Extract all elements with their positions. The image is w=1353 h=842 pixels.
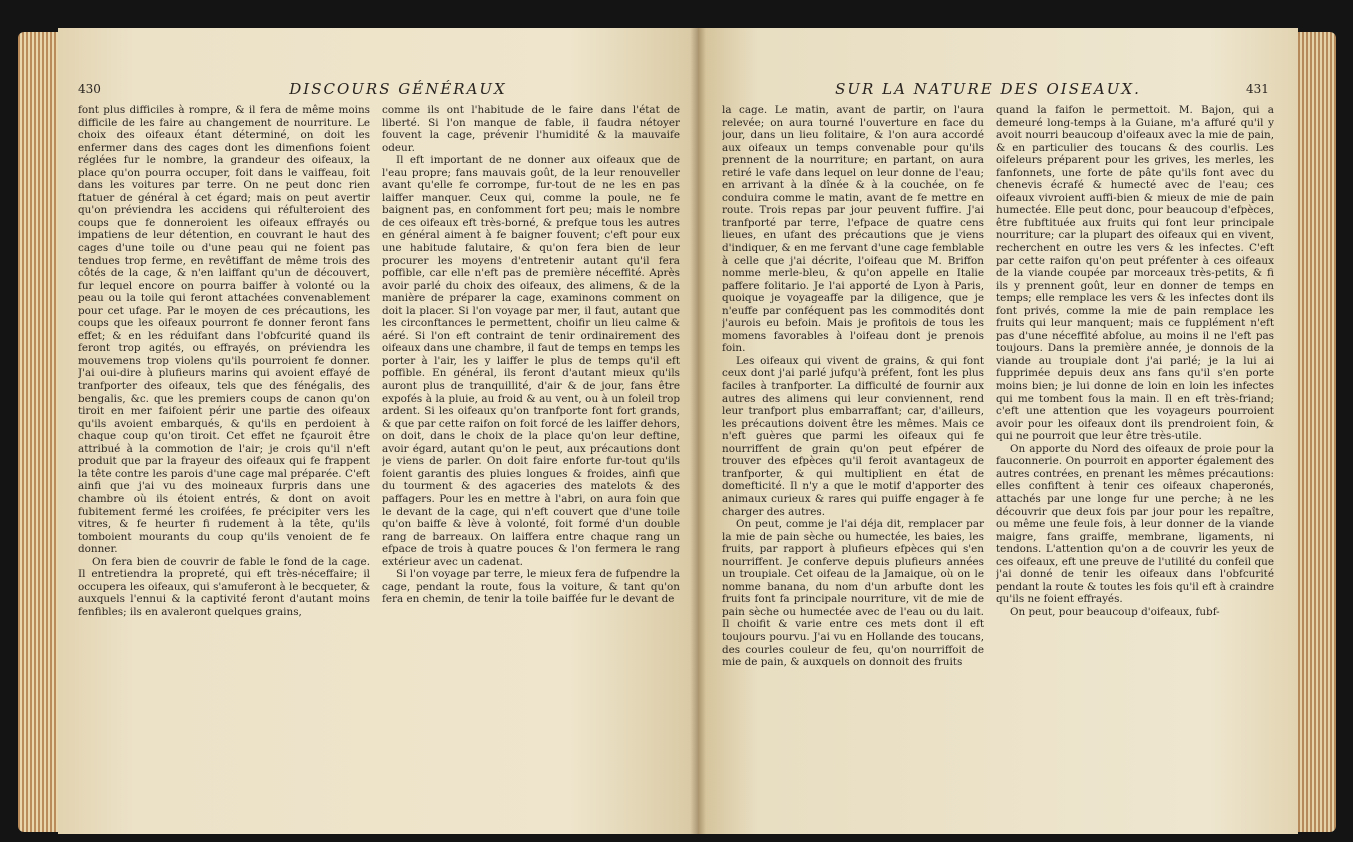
paragraph: Si l'on voyage par terre, le mieux fera de fufpendre la cage, pendant la route, fous la voiture, & tant qu'on fera en chemin, de tenir la toile baiffée fur le devant de — [382, 568, 680, 606]
paragraph: On peut, comme je l'ai déja dit, remplacer par la mie de pain sèche ou humectée, les baies, les fruits, par rapport à plufieurs efpèces qui s'en nourriffent. Je conferve depuis plufieurs années un troupiale. Cet oifeau de la Jamaique, où on le nomme banana, du nom d'un arbufte dont les fruits font fa principale nourriture, vit de mie de pain sèche ou humectée avec de l'eau ou du lait. Il choifit & varie entre ces mets dont il eft toujours pourvu. J'ai vu en Hollande des toucans, des courles couleur de feu, qu'on nourriffoit de mie de pain, & auxquels on donnoit des fruits — [722, 518, 984, 669]
paragraph: la cage. Le matin, avant de partir, on l'aura relevée; on aura tourné l'ouverture en face du jour, dans un lieu folitaire, & l'on aura accordé aux oifeaux un temps convenable pour qu'ils prennent de la nourriture; en partant, on aura retiré le vafe dans lequel on leur donne de l'eau; en arrivant à la dînée & à la couchée, on fe conduira comme le matin, avant de fe mettre en route. Trois repas par jour peuvent fuffire. J'ai tranfporté par terre, l'efpace de quatre cens lieues, en ufant des précautions que je viens d'indiquer, & en me fervant d'une cage femblable à celle que j'ai décrite, l'oifeau que M. Briffon nomme merle-bleu, & qu'on appelle en Italie paffere folitario. Je l'ai apporté de Lyon à Paris, quoique je voyageaffe par la diligence, que je n'euffe par conféquent pas les commodités dont j'aurois eu befoin. Mais je profitois de tous les momens favorables à l'oifeau dont je prenois foin. — [722, 104, 984, 355]
paragraph: comme ils ont l'habitude de le faire dans l'état de liberté. Si l'on manque de fable, il faudra nétoyer fouvent la cage, prévenir l'humidité & la mauvaife odeur. — [382, 104, 680, 154]
running-head-left: DISCOURS GÉNÉRAUX — [289, 80, 507, 98]
paragraph: On apporte du Nord des oifeaux de proie pour la fauconnerie. On pourroit en apporter également des autres contrées, en prenant les mêmes précautions: elles confiftent à tenir ces oifeaux chaperonés, attachés par une longe fur une perche; à ne les découvrir que deux fois par jour pour les repaître, ou même une feule fois, à leur donner de la viande maigre, fans graiffe, membrane, ligaments, ni tendons. L'attention qu'on a de couvrir les yeux de ces oifeaux, eft une preuve de l'utilité du confeil que j'ai donné de tenir les oifeaux dans l'obfcurité pendant la route & toutes les fois qu'il eft à craindre qu'ils ne foient effrayés. — [996, 442, 1274, 606]
page-number-right: 431 — [1246, 82, 1269, 96]
right-column-1 — [722, 104, 984, 820]
left-column-2 — [382, 104, 680, 820]
page-edges-right — [1296, 32, 1336, 832]
paragraph: Les oifeaux qui vivent de grains, & qui font ceux dont j'ai parlé jufqu'à préfent, font les plus faciles à tranfporter. La difficulté de fournir aux autres des alimens qui leur conviennent, rend leur tranfport plus embarraffant; car, d'ailleurs, les précautions doivent être les mêmes. Mais ce n'eft guères que parmi les oifeaux qui fe nourriffent de grain qu'on peut efpérer de trouver des efpèces qu'il feroit avantageux de tranfporter, & qui multiplient en état de domefticité. Il n'y a que le motif d'apporter des animaux curieux & rares qui puiffe engager à fe charger des autres. — [722, 354, 984, 518]
paragraph: On fera bien de couvrir de fable le fond de la cage. Il entretiendra la propreté, qui eft très-néceffaire; il occupera les oifeaux, qui s'amuferont à le becqueter, & auxquels l'ennui & la captivité feront d'autant moins fenfibles; ils en avaleront quelques grains, — [78, 555, 370, 618]
paragraph: Il eft important de ne donner aux oifeaux que de l'eau propre; fans mauvais goût, de la leur renouveller avant qu'elle fe corrompe, fur-tout de ne les en pas laiffer manquer. Ceux qui, comme la poule, ne fe baignent pas, en confomment fort peu; mais le nombre de ces oifeaux eft très-borné, & prefque tous les autres en général aiment à fe baigner fouvent; c'eft pour eux une habitude falutaire, & qu'on fera bien de leur procurer les moyens d'entretenir autant qu'il fera poffible, car elle n'eft pas de première néceffité. Après avoir parlé du choix des oifeaux, des alimens, & de la manière de préparer la cage, examinons comment on doit la placer. Si l'on voyage par mer, il faut, autant que les circonftances le permettent, choifir un lieu calme & aéré. Si l'on eft contraint de tenir ordinairement des oifeaux dans une chambre, il faut de temps en temps les porter à l'air, les y laiffer le plus de temps qu'il eft poffible. En général, ils feront d'autant mieux qu'ils auront plus de tranquillité, d'air & de jour, fans être expofés à la pluie, au froid & au vent, ou à un foleil trop ardent. Si les oifeaux qu'on tranfporte font fort grands, & que par cette raifon on foit forcé de les laiffer dehors, on doit, dans le choix de la place qu'on leur deftine, avoir égard, autant qu'on le peut, aux précautions dont je viens de parler. On doit faire enforte fur-tout qu'ils foient garantis des pluies longues & froides, ainfi que du tourment & des agaceries des matelots & des paffagers. Pour les en mettre à l'abri, on aura foin que le devant de la cage, qui n'eft couvert que d'une toile qu'on baiffe & lève à volonté, foit formé d'un double rang de barreaux. On laiffera entre chaque rang un efpace de trois à quatre pouces & l'on fermera le rang extérieur avec un cadenat. — [382, 154, 680, 568]
open-book — [18, 22, 1336, 834]
right-column-2 — [996, 104, 1274, 820]
page-number-left: 430 — [78, 82, 101, 96]
left-page — [58, 28, 698, 834]
paragraph: On peut, pour beaucoup d'oifeaux, fubf- — [1010, 605, 1220, 618]
running-head-right: SUR LA NATURE DES OISEAUX. — [835, 80, 1141, 98]
left-column-1 — [78, 104, 370, 820]
book-gutter — [690, 28, 706, 834]
paragraph: font plus difficiles à rompre, & il fera de même moins difficile de les faire au changement de nourriture. Le choix des oifeaux étant déterminé, on doit les enfermer dans des cages dont les dimenfions foient réglées fur le nombre, la grandeur des oifeaux, la place qu'on pourra occuper, foit dans le vaiffeau, foit dans les voitures par terre. On ne peut donc rien ftatuer de général à cet égard; mais on peut avertir qu'on préviendra les accidens qui réfulteroient des coups que fe donneroient les oifeaux effrayés ou impatiens de leur détention, en couvrant le haut des cages d'une toile ou d'une peau qui ne foient pas tendues trop ferme, en revêtiffant de même trois des côtés de la cage, & n'en laiffant qu'un de découvert, fur lequel encore on pourra baiffer à volonté ou la peau ou la toile qui feront attachées convenablement pour cet ufage. Par le moyen de ces précautions, les coups que les oifeaux pourront fe donner feront fans effet; & en les réduifant dans l'obfcurité quand ils feront trop agités, ou effrayés, on préviendra les mouvemens trop violens qu'ils pourroient fe donner. J'ai oui-dire à plufieurs marins qui avoient effayé de tranfporter des oifeaux, tels que des fénégalis, des bengalis, &c. que les premiers coups de canon qu'on tiroit en mer faifoient périr une partie des oifeaux qu'ils avoient embarqués, & qu'ils en perdoient à chaque coup qu'on tiroit. Cet effet ne fçauroit être attribué à la commotion de l'air; je crois qu'il n'eft produit que par la frayeur des oifeaux qui fe frappent la tête contre les parois d'une cage mal préparée. C'eft ainfi que j'ai vu des moineaux furpris dans une chambre où ils étoient entrés, & dont on avoit fubitement fermé les croifées, fe précipiter vers les vitres, & fe heurter fi rudement à la tête, qu'ils tomboient mourants du coup qu'ils venoient de fe donner. — [78, 104, 370, 556]
right-page — [698, 28, 1298, 834]
paragraph: quand la faifon le permettoit. M. Bajon, qui a demeuré long-temps à la Guiane, m'a affuré qu'il y avoit nourri beaucoup d'oifeaux avec la mie de pain, & en particulier des toucans & des courlis. Les oifeleurs préparent pour les grives, les merles, les fanfonnets, une forte de pâte qu'ils font avec du chenevis écrafé & humecté avec de l'eau; ces oifeaux vivroient auffi-bien & mieux de mie de pain humectée. Elle peut donc, pour beaucoup d'efpèces, être fubftituée aux fruits qui font leur principale nourriture; car la plupart des oifeaux qui en vivent, recherchent en outre les vers & les infectes. C'eft par cette raifon qu'on peut préfenter à ces oifeaux de la viande coupée par morceaux très-petits, & fi ils y prennent goût, leur en donner de temps en temps; elle remplace les vers & les infectes dont ils font privés, comme la mie de pain remplace les fruits qui leur manquent; mais ce fupplément n'eft pas d'une néceffité abfolue, au moins il ne l'eft pas toujours. Dans la première année, je donnois de la viande au troupiale dont j'ai parlé; je la lui ai fupprimée depuis deux ans fans qu'il s'en porte moins bien; je lui donne de loin en loin les infectes qui me tombent fous la main. Il en eft très-friand; c'eft une attention que les voyageurs pourroient avoir pour les oifeaux dont ils prendroient foin, & qui ne pourroit que leur être très-utile. — [996, 104, 1274, 443]
